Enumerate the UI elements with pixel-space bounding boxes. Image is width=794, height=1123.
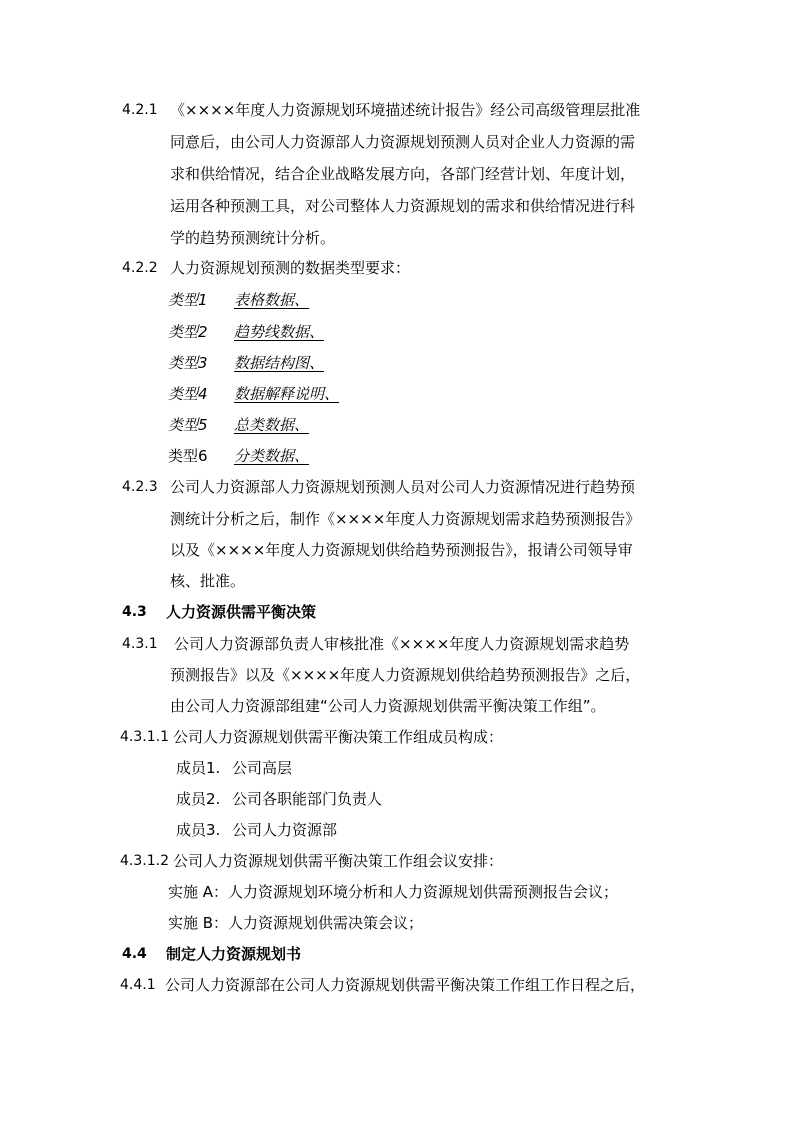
member-value: 公司高层 [232,759,293,777]
paragraph-line: 公司人力资源部人力资源规划预测人员对公司人力资源情况进行趋势预 [170,478,636,496]
type-value: 总类数据、 [234,416,310,434]
paragraph-line: 公司人力资源部在公司人力资源规划供需平衡决策工作组工作日程之后， [165,976,646,994]
paragraph-line: 核、批准。 [170,572,246,590]
paragraph-line: 求和供给情况，结合企业战略发展方向，各部门经营计划、年度计划， [170,165,636,183]
paragraph-line: 同意后，由公司人力资源部人力资源规划预测人员对企业人力资源的需 [170,133,636,151]
type-value: 数据结构图、 [234,354,325,372]
type-label: 类型2 [168,323,208,341]
paragraph-line: 公司人力资源部负责人审核批准《××××年度人力资源规划需求趋势 [174,635,630,653]
meeting-item: 实施 A：人力资源规划环境分析和人力资源规划供需预测报告会议； [168,883,619,901]
type-label: 类型1 [168,291,208,309]
paragraph-line: 学的趋势预测统计分析。 [170,229,336,247]
member-label: 成员2. [176,790,221,808]
paragraph-line: 以及《××××年度人力资源规划供给趋势预测报告》，报请公司领导审 [170,541,633,559]
type-label: 类型5 [168,416,208,434]
type-value: 分类数据、 [234,447,310,465]
clause-number: 4.3.1.1 [120,729,169,745]
type-value: 表格数据、 [234,291,310,309]
type-value: 趋势线数据、 [234,323,325,341]
paragraph-line: 《××××年度人力资源规划环境描述统计报告》经公司高级管理层批准 [170,101,641,119]
clause-number: 4.3.1.2 [120,853,169,869]
paragraph-line: 测统计分析之后，制作《××××年度人力资源规划需求趋势预测报告》 [170,510,641,528]
clause-number: 4.2.2 [122,260,158,276]
clause-number: 4.2.1 [122,102,158,118]
clause-number: 4.3.1 [122,636,158,652]
member-value: 公司人力资源部 [232,821,338,839]
paragraph-line: 运用各种预测工具，对公司整体人力资源规划的需求和供给情况进行科 [170,197,636,215]
type-label: 类型6 [168,447,208,465]
section-number: 4.3 [122,604,147,620]
type-label: 类型4 [168,385,208,403]
type-value: 数据解释说明、 [234,385,340,403]
paragraph-line: 公司人力资源规划供需平衡决策工作组成员构成： [173,728,504,746]
paragraph-line: 人力资源规划预测的数据类型要求： [170,259,411,277]
paragraph-line: 公司人力资源规划供需平衡决策工作组会议安排： [173,852,504,870]
member-value: 公司各职能部门负责人 [232,790,383,808]
section-heading: 人力资源供需平衡决策 [166,603,317,621]
paragraph-line: 由公司人力资源部组建“公司人力资源规划供需平衡决策工作组”。 [170,697,606,715]
paragraph-line: 预测报告》以及《××××年度人力资源规划供给趋势预测报告》之后， [170,666,641,684]
clause-number: 4.2.3 [122,479,158,495]
meeting-item: 实施 B：人力资源规划供需决策会议； [168,914,424,932]
section-number: 4.4 [122,946,147,962]
member-label: 成员3. [176,821,221,839]
section-heading: 制定人力资源规划书 [166,945,302,963]
type-label: 类型3 [168,354,208,372]
clause-number: 4.4.1 [120,977,156,993]
member-label: 成员1. [176,759,221,777]
